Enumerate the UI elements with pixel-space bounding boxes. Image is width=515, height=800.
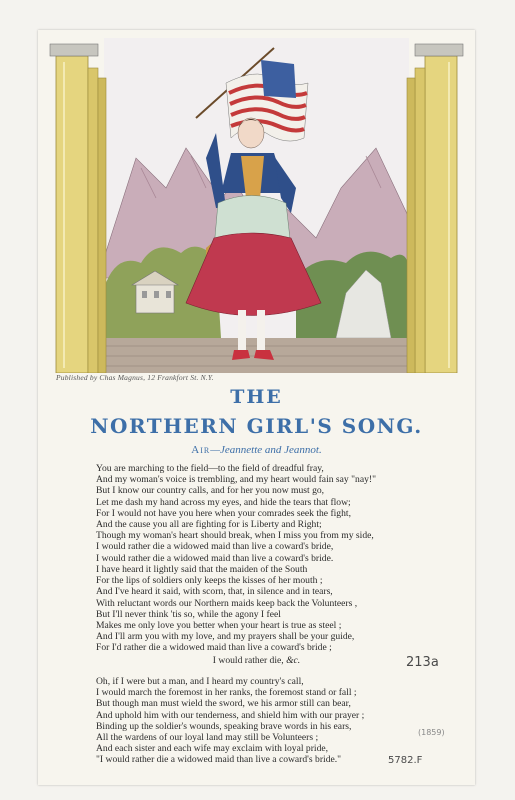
illustration (46, 38, 467, 373)
verse-line: I would rather die a widowed maid than live a coward's bride. (96, 552, 334, 564)
verse-line: And I'll arm you with my love, and my prayers shall be your guide, (96, 631, 355, 643)
publisher-imprint: Published by Chas Magnus, 12 Frankfort St. N.Y. (56, 373, 214, 382)
verse-line: "I would rather die a widowed maid than live a coward's bride." (96, 754, 342, 766)
verse-line: For I'd rather die a widowed maid than live a coward's bride ; (96, 642, 332, 654)
verse-line: Though my woman's heart should break, when I miss you from my side, (96, 530, 374, 542)
verse-line: Let me dash my hand across my eyes, and hide the tears that flow; (96, 496, 351, 508)
stanza-1 (96, 463, 466, 564)
pencil-note-number: 5782.F (388, 755, 423, 766)
verse-line: Oh, if I were but a man, and I heard my country's call, (96, 676, 304, 687)
pencil-note-catalog: 213a (406, 655, 439, 670)
pencil-note-date: (1859) (418, 728, 445, 737)
refrain-etc: &c. (286, 655, 301, 666)
verse-line: And I've heard it said, with scorn, that, in silence and in tears, (96, 586, 333, 598)
right-column (407, 44, 463, 373)
verse-line: I would rather die a widowed maid than live a coward's bride, (96, 541, 334, 553)
stanza-3 (96, 676, 466, 766)
song-title: NORTHERN GIRL'S SONG. (90, 414, 423, 438)
verse-line: All the wardens of our loyal land may still be Volunteers ; (96, 732, 319, 744)
verse-line: Binding up the soldier's wounds, speaking brave words in his ears, (96, 720, 352, 732)
air-prefix: Air (191, 444, 211, 456)
verse-line: With reluctant words our Northern maids keep back the Volunteers , (96, 597, 358, 609)
verse-line: But I know our country calls, and for her you now must go, (96, 485, 325, 497)
verse-line: I have heard it lightly said that the maiden of the South (96, 564, 308, 575)
verse-line: You are marching to the field—to the field of dreadful fray, (96, 463, 324, 474)
refrain-text: I would rather die, (212, 655, 287, 666)
title-line-1: THE (230, 386, 283, 408)
verse-line: But though man must wield the sword, we his armor still can bear, (96, 698, 351, 710)
air-line (38, 444, 475, 456)
verse-line: Makes me only love you better when your heart is true as steel ; (96, 620, 342, 632)
verse-line: And uphold him with our tenderness, and shield him with our prayer ; (96, 709, 365, 721)
verse-line: And each sister and each wife may exclaim with loyal pride, (96, 743, 329, 755)
verse-line: And the cause you all are fighting for is Liberty and Right; (96, 519, 322, 531)
left-column (50, 44, 106, 373)
stanza-2 (96, 564, 466, 654)
verse-line: For the lips of soldiers only keeps the kisses of her mouth ; (96, 575, 323, 587)
broadside-sheet (38, 30, 475, 785)
verse-line: And my woman's voice is trembling, and my heart would fain say "nay!" (96, 474, 376, 486)
air-tune: —Jeannette and Jeannot. (210, 444, 322, 456)
verse-line: I would march the foremost in her ranks, the foremost stand or fall ; (96, 687, 357, 699)
verse-line: For I would not have you here when your comrades seek the fight, (96, 507, 351, 519)
verse-line: But I'll never think 'tis so, while the agony I feel (96, 608, 281, 620)
